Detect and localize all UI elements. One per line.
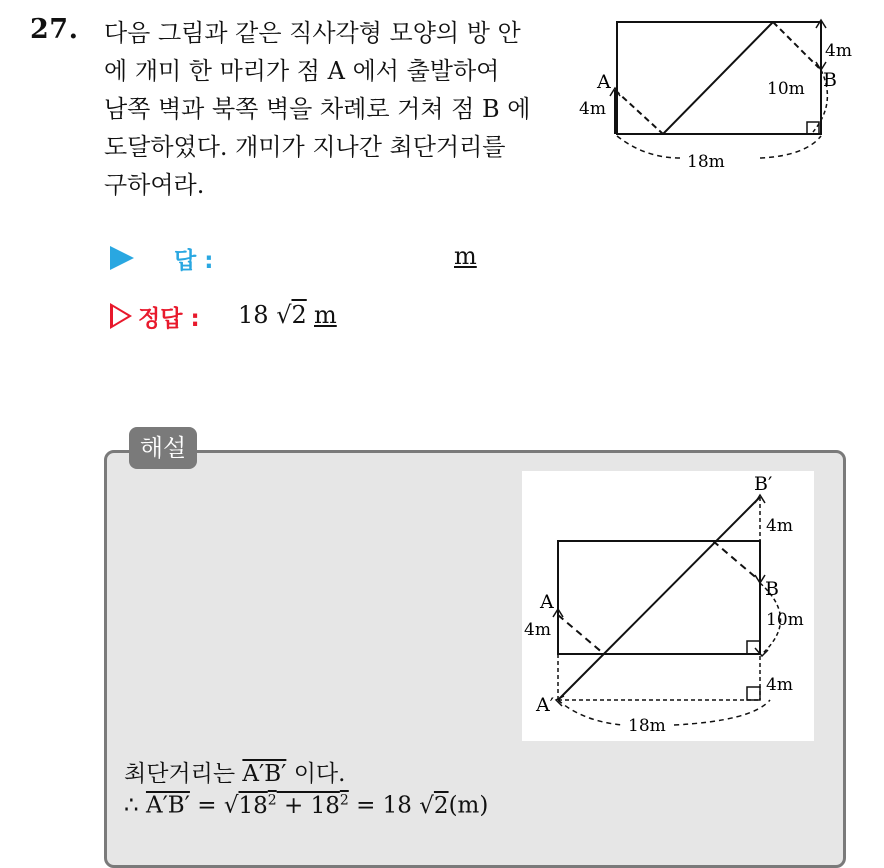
- label-10m: 10m: [767, 79, 805, 99]
- exp-a: 2: [267, 792, 277, 808]
- solution-segment: A′B′: [242, 761, 287, 787]
- unfolded-figure: [522, 471, 814, 741]
- question-line: 구하여라.: [104, 171, 205, 199]
- answer-arrow-icon: [110, 246, 134, 270]
- therefore-symbol: ∴: [124, 792, 139, 819]
- solution-end: 이다.: [293, 761, 346, 787]
- sqrt-a: 18: [238, 792, 268, 819]
- correct-coef: 18: [238, 301, 269, 329]
- solution-text: 최단거리는: [124, 761, 236, 787]
- label-4m-left: 4m: [524, 620, 551, 640]
- right-angle-mark: [807, 122, 819, 134]
- ant-path-dashed-2: [773, 22, 819, 68]
- ant-path-dashed-1: [615, 90, 663, 134]
- label-B: B: [765, 578, 779, 600]
- question-line: 도달하였다. 개미가 지나간 최단거리를: [104, 133, 506, 161]
- question-text: [104, 14, 574, 204]
- result-radicand: 2: [433, 792, 449, 819]
- answer-label: 답 :: [174, 248, 214, 274]
- question-line: 남쪽 벽과 북쪽 벽을 차례로 거쳐 점 B 에: [104, 95, 531, 123]
- label-4m-bottom: 4m: [766, 675, 793, 695]
- question-number: 27.: [30, 14, 79, 45]
- correct-label: 정답 :: [138, 306, 200, 332]
- equals-2: = 18: [356, 792, 412, 819]
- label-A: A: [540, 591, 554, 613]
- correct-unit: m: [314, 301, 337, 329]
- label-18m: 18m: [628, 716, 666, 736]
- sqrt-icon: √2: [276, 301, 307, 329]
- sqrt-expression: $√18^2 + 18^2$: [223, 792, 349, 819]
- sqrt-b: + 18: [284, 792, 340, 819]
- solution-line-2: [124, 792, 488, 819]
- label-18m: 18m: [687, 152, 725, 172]
- question-line: 에 개미 한 마리가 점 A 에서 출발하여: [104, 57, 500, 85]
- label-B-prime: B′: [754, 473, 773, 495]
- sqrt-result: √2: [419, 792, 449, 819]
- label-4m-right: 4m: [825, 41, 852, 61]
- label-B: B: [823, 69, 837, 91]
- exp-b: 2: [339, 792, 349, 808]
- label-4m-left: 4m: [579, 99, 606, 119]
- correct-value: [238, 301, 307, 329]
- label-4m-top: 4m: [766, 516, 793, 536]
- equals-1: =: [197, 792, 217, 819]
- room-figure: [575, 8, 865, 178]
- question-line: 다음 그림과 같은 직사각형 모양의 방 안: [104, 19, 521, 47]
- result-unit: (m): [448, 792, 489, 819]
- solution-line-1: [124, 755, 345, 788]
- label-10m: 10m: [766, 610, 804, 630]
- solution-tag: 해설: [129, 427, 197, 469]
- correct-arrow-icon: [110, 303, 132, 329]
- ant-path-middle: [663, 22, 773, 134]
- label-A: A: [597, 71, 611, 93]
- label-A-prime: A′: [536, 694, 555, 716]
- solution-segment-2: A′B′: [145, 792, 190, 819]
- correct-radicand: 2: [291, 301, 307, 329]
- answer-unit[interactable]: m: [454, 242, 477, 270]
